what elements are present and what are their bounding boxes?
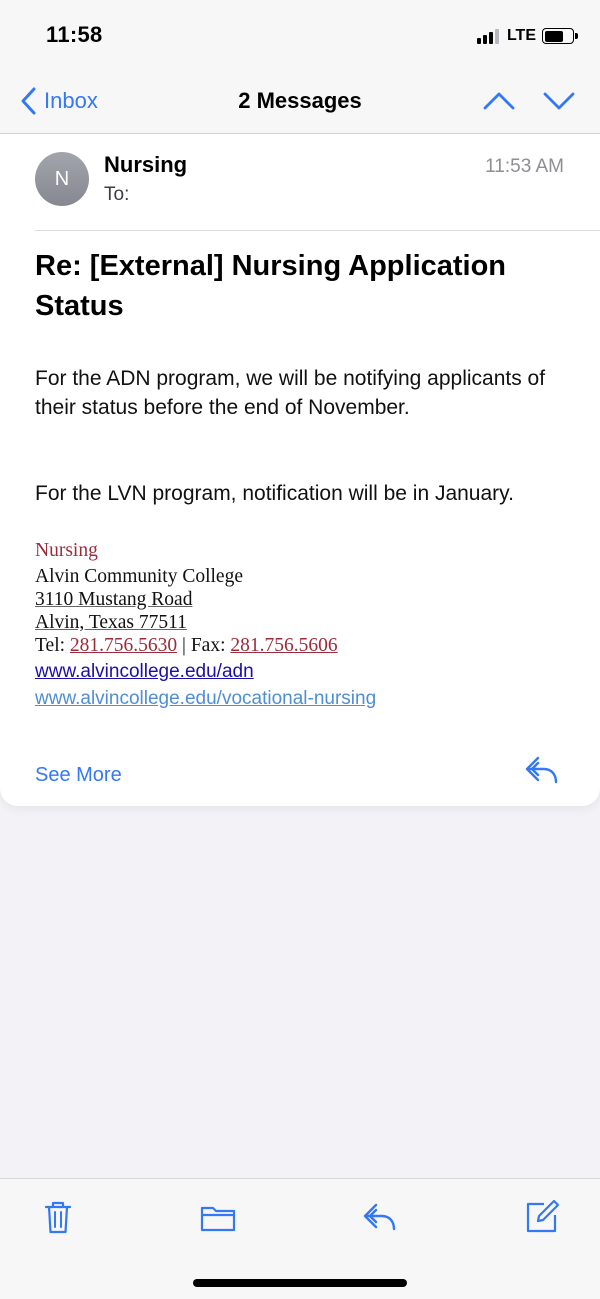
signature-city[interactable]: Alvin, Texas 77511 xyxy=(35,612,187,633)
adn-link[interactable]: www.alvincollege.edu/adn xyxy=(35,661,254,682)
tel-label: Tel: xyxy=(35,635,70,656)
vocational-nursing-link[interactable]: www.alvincollege.edu/vocational-nursing xyxy=(35,688,377,709)
body-paragraph: For the LVN program, notification will be in January. xyxy=(35,482,514,505)
signature-contact xyxy=(35,634,338,657)
signature-street[interactable]: 3110 Mustang Road xyxy=(35,589,193,610)
home-indicator[interactable] xyxy=(193,1279,407,1287)
to-label: To: xyxy=(104,184,130,205)
status-indicators xyxy=(477,26,574,46)
folder-icon[interactable] xyxy=(200,1199,236,1235)
avatar[interactable]: N xyxy=(35,152,89,206)
back-button-label: Inbox xyxy=(44,88,98,113)
battery-icon xyxy=(542,28,574,44)
signal-icon xyxy=(477,28,501,44)
reply-icon[interactable] xyxy=(362,1199,398,1235)
trash-icon[interactable] xyxy=(40,1199,76,1235)
nav-title: 2 Messages xyxy=(238,88,362,113)
network-label: LTE xyxy=(506,27,536,44)
fax-link[interactable]: 281.756.5606 xyxy=(230,635,338,656)
signature-dept: Nursing xyxy=(35,540,98,561)
top-bar xyxy=(0,0,600,134)
message-subject: Re: [External] Nursing Application Status xyxy=(35,250,507,322)
status-time: 11:58 xyxy=(46,22,103,47)
message-time: 11:53 AM xyxy=(485,156,564,177)
message-card xyxy=(0,134,600,806)
reply-icon[interactable] xyxy=(524,754,560,786)
sender-name[interactable]: Nursing xyxy=(104,152,188,177)
body-paragraph: For the ADN program, we will be notifying applicants of their status before the end of November. xyxy=(35,367,546,419)
header-divider xyxy=(35,230,600,231)
see-more-button[interactable]: See More xyxy=(35,764,122,786)
compose-icon[interactable] xyxy=(524,1199,560,1235)
chevron-down-icon[interactable] xyxy=(542,88,576,114)
fax-label: | Fax: xyxy=(177,635,231,656)
chevron-up-icon[interactable] xyxy=(482,88,516,114)
tel-link[interactable]: 281.756.5630 xyxy=(69,635,178,656)
message-navigation xyxy=(482,88,576,114)
signature-college: Alvin Community College xyxy=(35,566,243,587)
